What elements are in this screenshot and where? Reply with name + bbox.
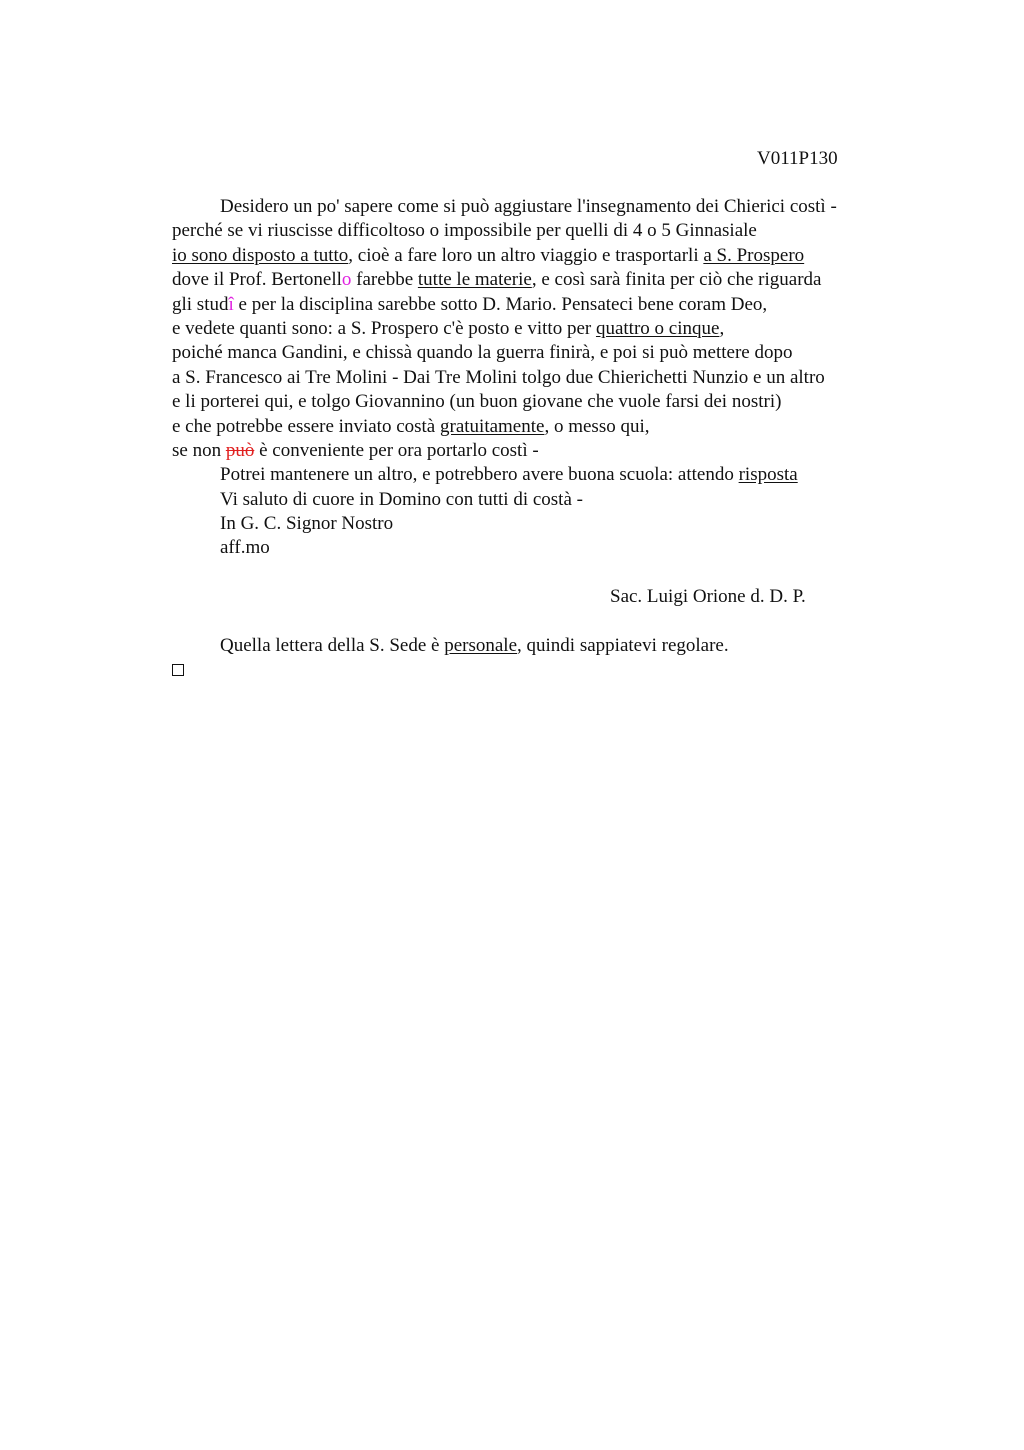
text-segment: Quella lettera della S. Sede è <box>220 635 445 657</box>
text-segment: , o messo qui, <box>544 415 650 437</box>
text-segment: , quindi sappiatevi regolare. <box>517 635 729 657</box>
text-segment: e per la disciplina sarebbe sotto D. Mario. Pensateci bene coram Deo, <box>233 293 768 315</box>
letter-line <box>172 439 912 463</box>
document-code: V011P130 <box>757 148 838 169</box>
letter-line <box>172 463 912 487</box>
spacer <box>172 561 912 585</box>
text-segment: Desidero un po' sapere come si può aggiustare l'insegnamento dei Chierici costì - <box>220 196 837 217</box>
letter-line <box>172 390 912 414</box>
square-box-icon <box>172 664 184 676</box>
letter-line <box>172 488 912 512</box>
underlined-phrase: risposta <box>738 464 798 486</box>
text-segment: se non <box>172 439 226 461</box>
underlined-phrase: io sono disposto a tutto <box>172 244 349 266</box>
text-segment: e che potrebbe essere inviato costà <box>172 415 440 437</box>
underlined-phrase: gratuitamente <box>440 415 545 437</box>
text-segment: gli stud <box>172 293 229 315</box>
text-segment: , e così sarà finita per ciò che riguarda <box>531 269 822 291</box>
text-segment: , cioè a fare loro un altro viaggio e trasportarli <box>348 244 704 266</box>
text-segment: farebbe <box>351 269 418 291</box>
text-segment: aff.mo <box>220 537 270 559</box>
end-marker <box>172 658 912 682</box>
underlined-phrase: tutte le materie <box>417 269 532 291</box>
text-segment: e li porterei qui, e tolgo Giovannino (un buon giovane che vuole farsi dei nostri) <box>172 391 782 413</box>
text-segment: Potrei mantenere un altro, e potrebbero avere buona scuola: attendo <box>220 464 739 486</box>
letter-line <box>172 293 912 317</box>
postscript <box>172 634 912 658</box>
letter-line <box>172 341 912 365</box>
letter-body <box>172 195 912 683</box>
underlined-phrase: personale <box>444 635 518 657</box>
letter-line <box>172 366 912 390</box>
underlined-phrase: quattro o cinque <box>595 317 720 339</box>
text-segment: a S. Francesco ai Tre Molini - Dai Tre Molini tolgo due Chierichetti Nunzio e un altro <box>172 366 825 388</box>
closing-formula <box>172 512 912 536</box>
letter-line <box>172 415 912 439</box>
deleted-word: può <box>225 439 255 461</box>
text-segment: e vedete quanti sono: a S. Prospero c'è posto e vitto per <box>172 317 596 339</box>
text-segment: dove il Prof. Bertonell <box>172 269 342 291</box>
letter-line <box>172 244 912 268</box>
letter-line <box>172 317 912 341</box>
letter-line <box>172 268 912 292</box>
spacer <box>172 610 912 634</box>
text-segment: poiché manca Gandini, e chissà quando la guerra finirà, e poi si può mettere dopo <box>172 342 793 364</box>
inserted-letter: î <box>228 293 234 315</box>
closing-affectionate <box>172 536 912 560</box>
letter-line <box>172 219 912 243</box>
letter-line <box>172 195 912 219</box>
inserted-letter: o <box>341 269 352 291</box>
text-segment: In G. C. Signor Nostro <box>220 513 394 535</box>
text-segment: perché se vi riuscisse difficoltoso o impossibile per quelli di 4 o 5 Ginnasiale <box>172 220 757 242</box>
text-segment: è conveniente per ora portarlo costì - <box>254 439 539 461</box>
signature: Sac. Luigi Orione d. D. P. <box>610 586 806 608</box>
text-segment: , <box>719 317 725 339</box>
text-segment: Vi saluto di cuore in Domino con tutti di costà - <box>220 488 583 510</box>
underlined-phrase: a S. Prospero <box>703 244 805 266</box>
